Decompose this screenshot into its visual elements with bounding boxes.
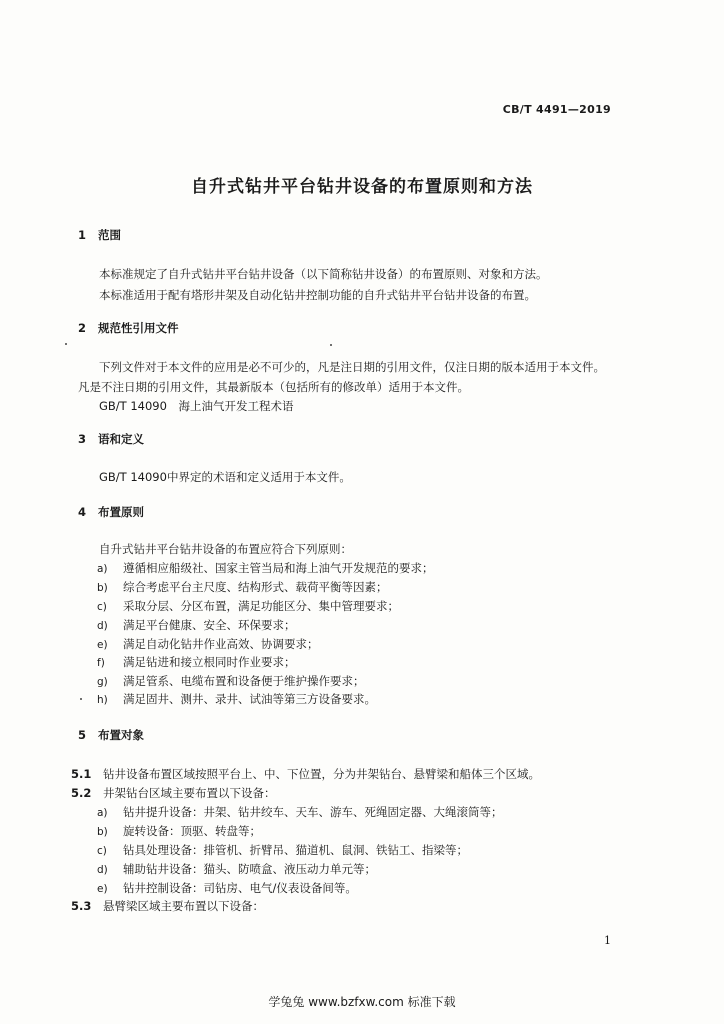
list-marker: d): [97, 620, 108, 632]
list-marker: b): [97, 582, 108, 594]
list-item: [97, 579, 388, 595]
list-marker: f): [97, 657, 105, 669]
section-2-heading: [78, 320, 179, 336]
paragraph: 本标准规定了自升式钻井平台钻井设备（以下简称钻井设备）的布置原则、对象和方法。: [99, 267, 548, 281]
scan-speck: [65, 343, 67, 345]
list-text: 满足管系、电缆布置和设备便于维护操作要求；: [123, 674, 365, 688]
list-text: 辅助钻井设备：猫头、防喷盒、液压动力单元等；: [123, 862, 376, 876]
section-number: 3: [78, 432, 87, 446]
list-text: 满足钻进和接立根同时作业要求；: [123, 655, 296, 669]
subclause-5-3: [71, 898, 264, 914]
section-4-heading: [78, 504, 144, 520]
list-marker: e): [97, 639, 108, 651]
footer-watermark: 学兔兔 www.bzfxw.com 标准下载: [268, 995, 456, 1009]
subclause-number: 5.3: [71, 899, 92, 913]
section-number: 5: [78, 728, 87, 742]
list-item: [97, 842, 468, 858]
section-title: 语和定义: [98, 432, 145, 446]
section-5-heading: [78, 727, 144, 743]
list-text: 满足平台健康、安全、环保要求；: [123, 618, 296, 632]
list-marker: d): [97, 864, 108, 876]
list-item: [97, 691, 376, 707]
subclause-text: 钻井设备布置区域按照平台上、中、下位置，分为井架钻台、悬臂梁和船体三个区域。: [103, 767, 540, 781]
section-number: 1: [78, 228, 87, 242]
list-item: [97, 617, 296, 633]
list-item: [97, 560, 434, 576]
subclause-text: 悬臂梁区域主要布置以下设备：: [103, 899, 264, 913]
list-marker: h): [97, 694, 108, 706]
subclause-number: 5.2: [71, 786, 92, 800]
list-marker: b): [97, 826, 108, 838]
section-title: 规范性引用文件: [98, 321, 179, 335]
list-text: 综合考虑平台主尺度、结构形式、载荷平衡等因素；: [123, 580, 388, 594]
list-text: 旋转设备：顶驱、转盘等；: [123, 824, 261, 838]
paragraph: 自升式钻井平台钻井设备的布置应符合下列原则：: [99, 542, 352, 556]
list-marker: a): [97, 807, 108, 819]
list-item: [97, 673, 365, 689]
section-title: 布置原则: [98, 505, 145, 519]
paragraph: 下列文件对于本文件的应用是必不可少的，凡是注日期的引用文件，仅注日期的版本适用于本文件。: [99, 360, 605, 374]
scan-speck: [80, 698, 82, 700]
subclause-number: 5.1: [71, 767, 92, 781]
section-title: 范围: [98, 228, 122, 242]
scan-speck: [330, 344, 332, 346]
section-3-heading: [78, 431, 144, 447]
list-text: 遵循相应船级社、国家主管当局和海上油气开发规范的要求；: [123, 561, 434, 575]
list-item: [97, 880, 357, 896]
list-marker: c): [97, 601, 107, 613]
paragraph: 凡是不注日期的引用文件，其最新版本（包括所有的修改单）适用于本文件。: [78, 380, 469, 394]
page-number: 1: [604, 934, 611, 947]
subclause-5-2: [71, 785, 276, 801]
subclause-5-1: [71, 766, 540, 782]
subclause-text: 井架钻台区域主要布置以下设备：: [103, 786, 276, 800]
section-title: 布置对象: [98, 728, 145, 742]
document-title: 自升式钻井平台钻井设备的布置原则和方法: [191, 177, 533, 197]
list-marker: a): [97, 563, 108, 575]
paragraph: GB/T 14090中界定的术语和定义适用于本文件。: [99, 470, 351, 484]
list-marker: e): [97, 883, 108, 895]
document-code: CB/T 4491—2019: [502, 103, 611, 116]
section-number: 2: [78, 321, 87, 335]
list-marker: g): [97, 676, 108, 688]
list-text: 钻井控制设备：司钻房、电气/仪表设备间等。: [123, 881, 357, 895]
list-text: 满足自动化钻井作业高效、协调要求；: [123, 637, 319, 651]
section-number: 4: [78, 505, 87, 519]
list-item: [97, 636, 319, 652]
list-text: 满足固井、测井、录井、试油等第三方设备要求。: [123, 692, 376, 706]
list-item: [97, 598, 399, 614]
paragraph: 本标准适用于配有塔形井架及自动化钻井控制功能的自升式钻井平台钻井设备的布置。: [99, 288, 536, 302]
list-item: [97, 861, 376, 877]
reference-item: GB/T 14090 海上油气开发工程术语: [99, 399, 294, 413]
list-text: 钻井提升设备：井架、钻井绞车、天车、游车、死绳固定器、大绳滚筒等；: [123, 805, 503, 819]
list-marker: c): [97, 845, 107, 857]
section-1-heading: [78, 227, 121, 243]
list-item: [97, 654, 296, 670]
list-text: 钻具处理设备：排管机、折臂吊、猫道机、鼠洞、铁钻工、指梁等；: [123, 843, 468, 857]
list-item: [97, 804, 503, 820]
list-text: 采取分层、分区布置，满足功能区分、集中管理要求；: [123, 599, 399, 613]
list-item: [97, 823, 261, 839]
